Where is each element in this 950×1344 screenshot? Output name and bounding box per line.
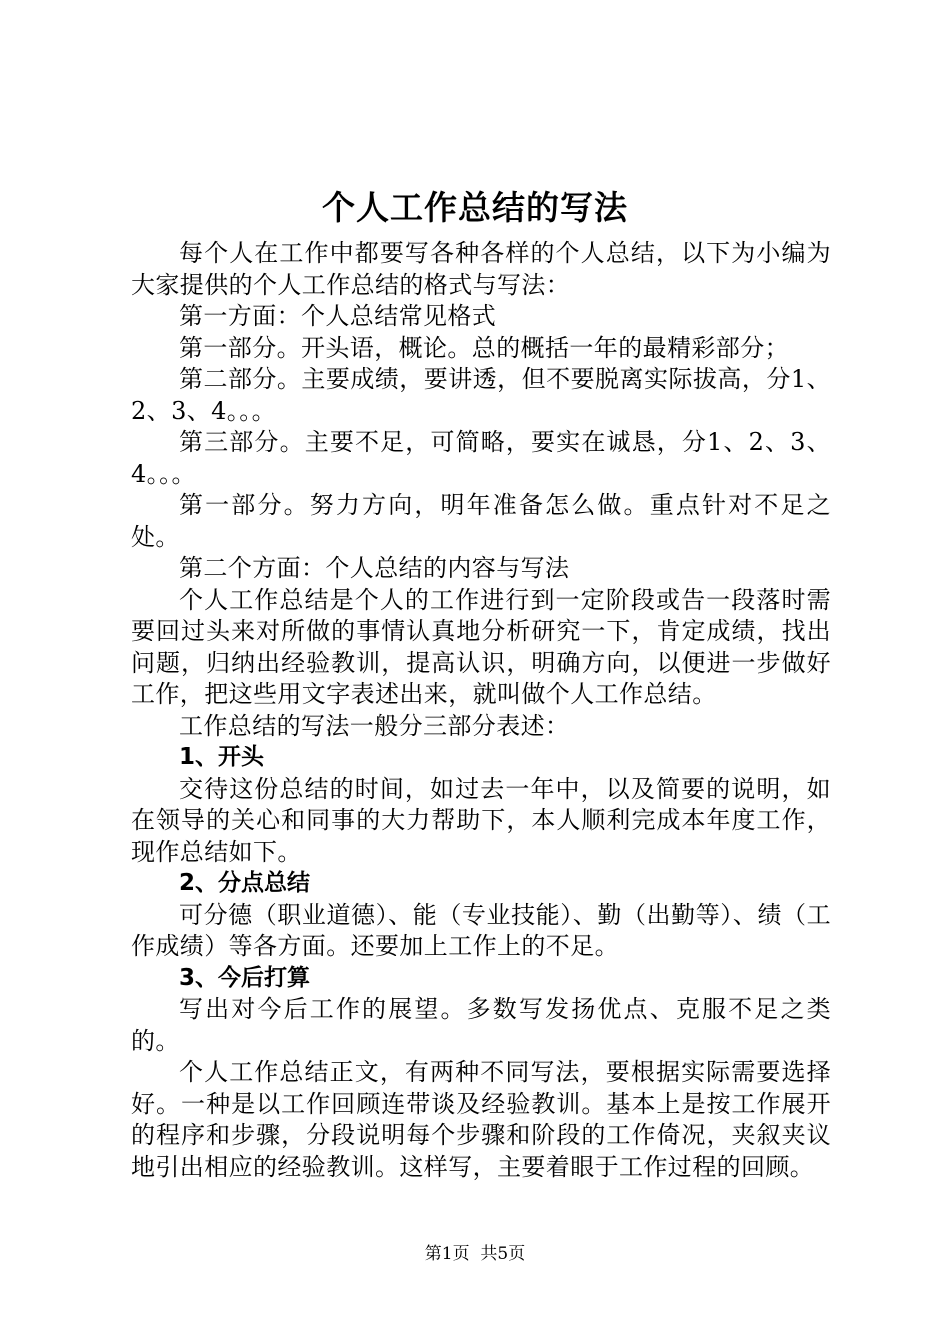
- section-one-heading: 第一方面：个人总结常见格式: [179, 302, 497, 330]
- intro-paragraph: 每个人在工作中都要写各种各样的个人总结，以下为小编为大家提供的个人工作总结的格式与写法：: [131, 239, 831, 299]
- subheading-opening: 1、开头: [179, 744, 265, 770]
- page-footer: [0, 1243, 950, 1265]
- document-body: [131, 238, 831, 1183]
- section-two-heading: 第二个方面：个人总结的内容与写法: [179, 554, 570, 582]
- opening-paragraph: 交待这份总结的时间，如过去一年中，以及简要的说明，如在领导的关心和同事的大力帮助下，本人顺利完成本年度工作，现作总结如下。: [131, 774, 831, 866]
- page-number: 第1页 共5页: [424, 1244, 526, 1264]
- definition-paragraph: 个人工作总结是个人的工作进行到一定阶段或告一段落时需要回过头来对所做的事情认真地分析研究一下，肯定成绩，找出问题，归纳出经验教训，提高认识，明确方向，以便进一步做好工作，把这些用文字表述出来，就叫做个人工作总结。: [131, 585, 831, 708]
- subheading-points: 2、分点总结: [179, 870, 311, 896]
- part-four-paragraph: 第一部分。努力方向，明年准备怎么做。重点针对不足之处。: [131, 491, 831, 551]
- subheading-plans: 3、今后打算: [179, 964, 311, 991]
- structure-paragraph: 工作总结的写法一般分三部分表述：: [179, 711, 570, 740]
- points-paragraph: 可分德（职业道德）、能（专业技能）、勤（出勤等）、绩（工作成绩）等各方面。还要加上工作上的不足。: [131, 900, 831, 960]
- body-writing-paragraph: 个人工作总结正文，有两种不同写法，要根据实际需要选择好。一种是以工作回顾连带谈及经验教训。基本上是按工作展开的程序和步骤，分段说明每个步骤和阶段的工作倚况，夹叙夹议地引出相应的经验教训。这样写，主要着眼于工作过程的回顾。: [131, 1058, 831, 1181]
- part-one-paragraph: 第一部分。开头语，概论。总的概括一年的最精彩部分；: [179, 333, 789, 362]
- part-two-paragraph: 第二部分。主要成绩，要讲透，但不要脱离实际拔高，分1、2、3、4。。。: [131, 365, 831, 425]
- plans-paragraph: 写出对今后工作的展望。多数写发扬优点、克服不足之类的。: [131, 995, 831, 1055]
- part-three-paragraph: 第三部分。主要不足，可简略，要实在诚恳，分1、2、3、4。。。: [131, 428, 831, 488]
- document-title: 个人工作总结的写法: [322, 188, 628, 227]
